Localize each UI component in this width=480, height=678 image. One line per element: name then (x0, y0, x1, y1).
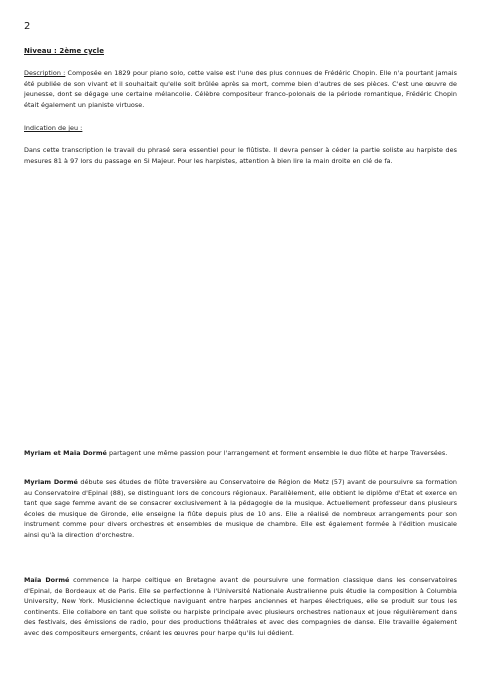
description-label: Description : (24, 69, 66, 77)
indication-title: Indication de jeu : (24, 124, 83, 132)
description-paragraph (24, 68, 457, 110)
page-number: 2 (24, 21, 31, 32)
description-text: Composée en 1829 pour piano solo, cette valse est l'une des plus connues de Frédéric Chopin. Elle n'a pourtant jamais été publiée de son vivant et il souhaitait qu'elle soit brûlée après sa mort, comme bien d'autres de ses pièces. C'est une œuvre de jeunesse, dont se dégage une certaine mélancolie. Célèbre compositeur franco-polonais de la période romantique, Frédéric Chopin était également un pianiste virtuose. (24, 69, 458, 109)
bio-intro-paragraph (24, 448, 457, 459)
bio-maia-text: commence la harpe celtique en Bretagne avant de poursuivre une formation classique dans les conservatoires d'Epinal, de Bordeaux et de Paris. Elle se perfectionne à l'Université Nationale Australienne puis étudie la composition à Columbia University, New York. Musicienne éclectique naviguant entre harpes anciennes et harpes électriques, elle se produit sur tous les continents. Elle collabore en tant que soliste ou harpiste principale avec plusieurs orchestres nationaux et joue régulièrement dans des festivals, des émissions de radio, pour des productions théâtrales et avec des compagnies de danse. Elle travaille également avec des compositeurs emergents, créant les œuvres pour harpe qu'ils lui dédient. (24, 576, 457, 637)
bio-myriam-paragraph (24, 477, 457, 541)
maia-name: Maïa Dormé (24, 576, 70, 584)
indication-text: Dans cette transcription le travail du phrasé sera essentiel pour le flûtiste. Il devra penser à céder la partie soliste au harpiste des mesures 81 à 97 lors du passage en Si Majeur. Pour les harpistes, attention à bien lire la main droite en clé de fa. (24, 146, 457, 165)
duo-names: Myriam et Maïa Dormé (24, 449, 107, 457)
myriam-name: Myriam Dormé (24, 478, 78, 486)
bio-maia-paragraph (24, 575, 457, 639)
level-heading: Niveau : 2ème cycle (24, 47, 105, 55)
bio-intro-text: partagent une même passion pour l'arrangement et forment ensemble le duo flûte et harpe Traversées. (106, 449, 448, 457)
bio-myriam-text: débute ses études de flûte traversière au Conservatoire de Région de Metz (57) avant de poursuivre sa formation au Conservatoire d'Epinal (88), se distinguant lors de concours régionaux. Parallèlement, elle obtient le diplôme d'Etat et exerce en tant que sage femme avant de se consacrer exclusivement à la pédagogie de la musique. Actuellement professeur dans plusieurs écoles de musique de Gironde, elle enseigne la flûte depuis plus de 10 ans. Elle a réalisé de nombreux arrangements pour son instrument comme pour divers orchestres et ensembles de musique de chambre. Elle est également formée à l'édition musicale ainsi qu'à la direction d'orchestre. (24, 478, 457, 539)
